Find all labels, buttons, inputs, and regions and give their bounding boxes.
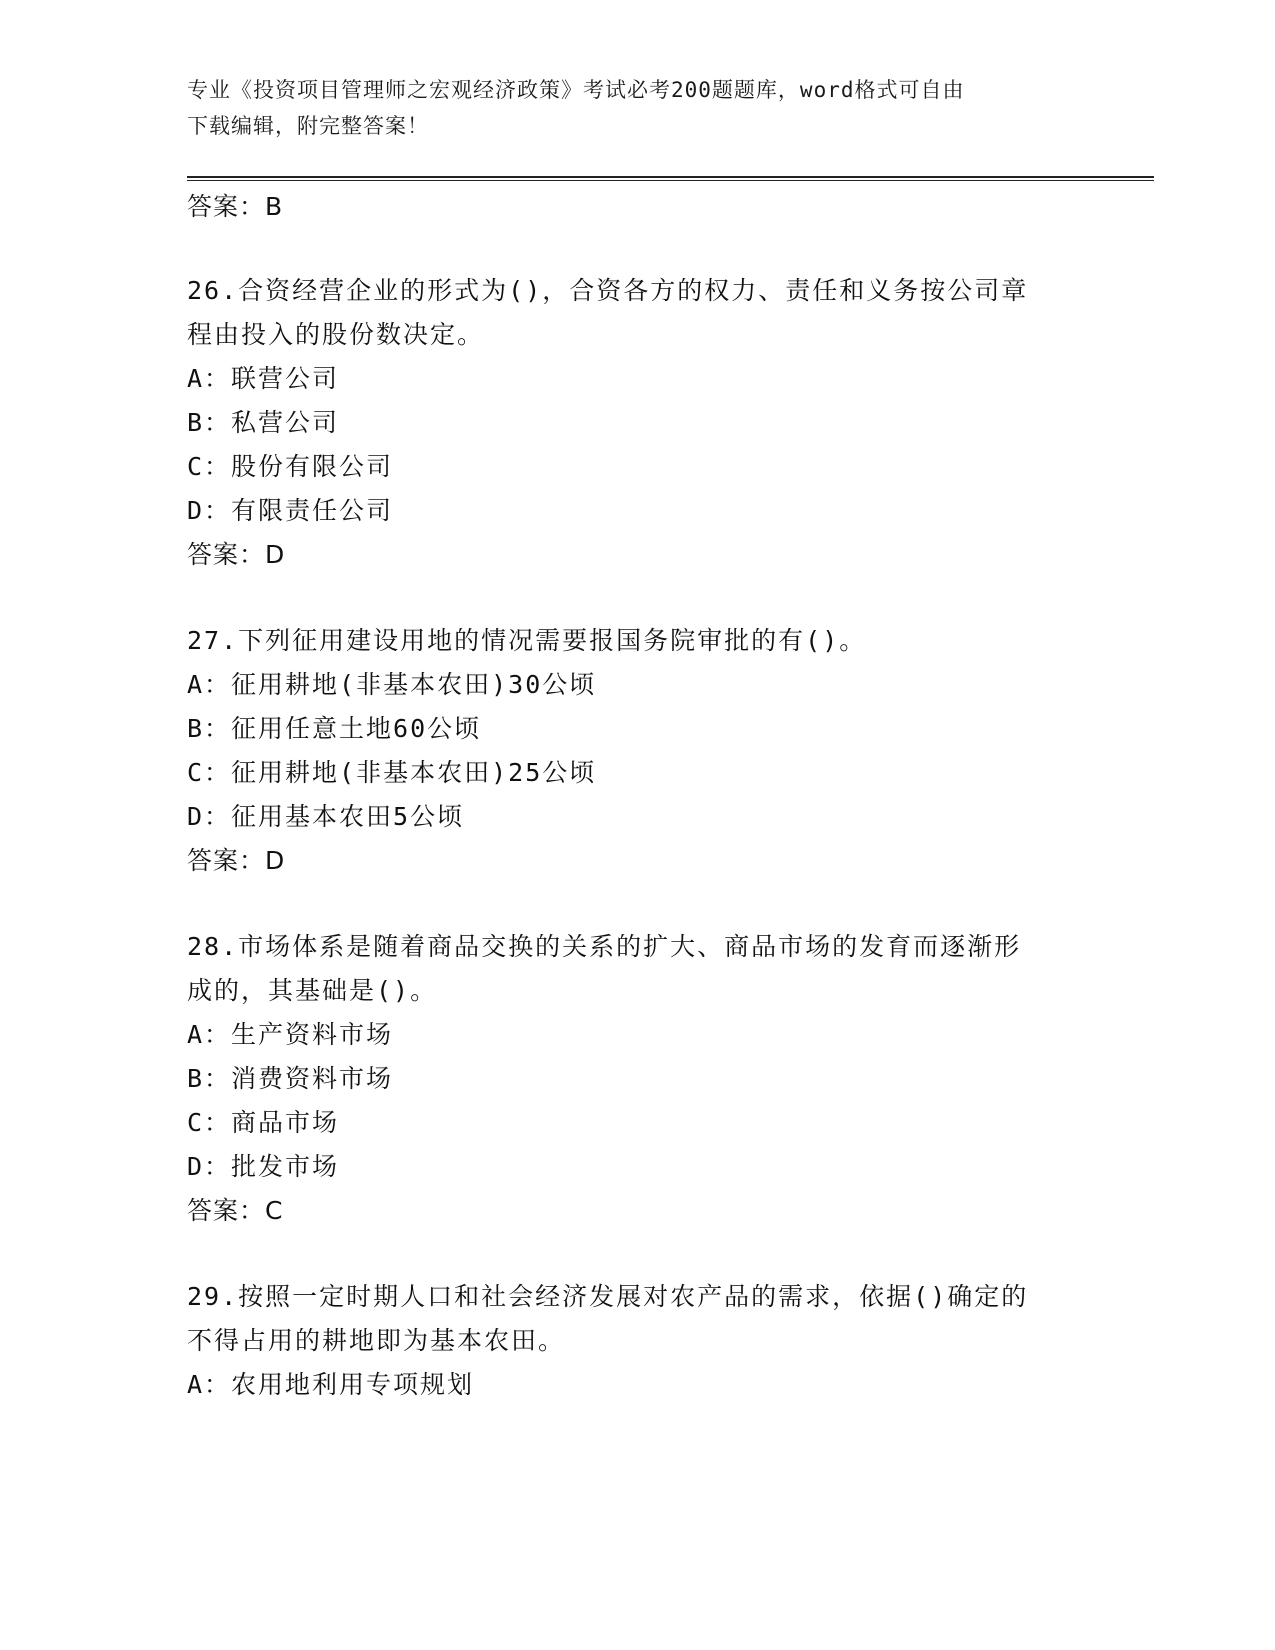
question-27-option-a: A：征用耕地(非基本农田)30公顷 — [187, 670, 597, 699]
question-28-stem-line-2: 成的，其基础是()。 — [187, 976, 438, 1005]
question-29-stem-line-2: 不得占用的耕地即为基本农田。 — [187, 1326, 566, 1355]
question-28-answer: 答案：C — [187, 1196, 284, 1225]
question-26-answer: 答案：D — [187, 540, 286, 569]
question-26-option-d: D：有限责任公司 — [187, 496, 394, 525]
question-28-option-d: D：批发市场 — [187, 1152, 340, 1181]
question-26-option-c: C：股份有限公司 — [187, 452, 394, 481]
question-28-option-a: A：生产资料市场 — [187, 1020, 394, 1049]
document-header — [187, 72, 1087, 144]
question-26-stem-line-1: 26.合资经营企业的形式为()，合资各方的权力、责任和义务按公司章 — [187, 276, 1029, 305]
question-27-option-d: D：征用基本农田5公顷 — [187, 802, 465, 831]
answer-25: 答案：B — [187, 192, 284, 221]
question-26-option-b: B：私营公司 — [187, 408, 340, 437]
header-line-1: 专业《投资项目管理师之宏观经济政策》考试必考200题题库，word格式可自由 — [187, 78, 965, 102]
question-28-option-b: B：消费资料市场 — [187, 1064, 394, 1093]
question-28-stem-line-1: 28.市场体系是随着商品交换的关系的扩大、商品市场的发育而逐渐形 — [187, 932, 1022, 961]
question-27-option-b: B：征用任意土地60公顷 — [187, 714, 482, 743]
question-27-answer: 答案：D — [187, 846, 286, 875]
question-27-option-c: C：征用耕地(非基本农田)25公顷 — [187, 758, 597, 787]
question-29-option-a: A：农用地利用专项规划 — [187, 1370, 475, 1399]
question-29-stem-line-1: 29.按照一定时期人口和社会经济发展对农产品的需求，依据()确定的 — [187, 1282, 1029, 1311]
question-26-option-a: A：联营公司 — [187, 364, 340, 393]
question-27-stem-line-1: 27.下列征用建设用地的情况需要报国务院审批的有()。 — [187, 626, 867, 655]
header-divider — [187, 176, 1154, 181]
question-28-option-c: C：商品市场 — [187, 1108, 340, 1137]
question-26-stem-line-2: 程由投入的股份数决定。 — [187, 320, 485, 349]
header-line-2: 下载编辑，附完整答案！ — [187, 114, 429, 138]
